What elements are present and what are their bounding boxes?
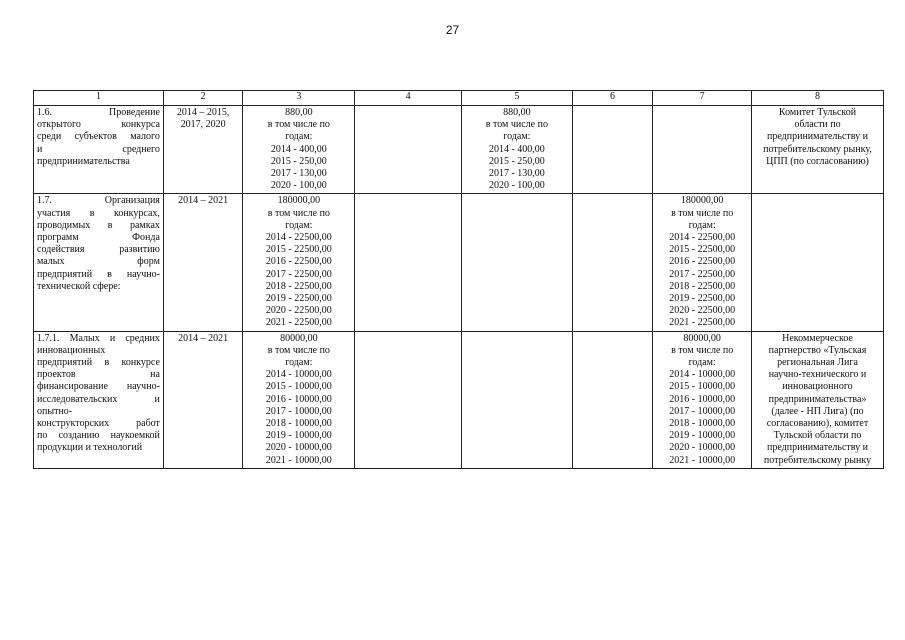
cell-line: годам: bbox=[285, 219, 313, 231]
cell-line: 880,00 bbox=[285, 107, 313, 118]
cell-line: 2020 - 10000,00 bbox=[669, 442, 736, 454]
col-5-cell bbox=[461, 106, 572, 194]
cell-line: 2018 - 10000,00 bbox=[669, 418, 736, 430]
measure-name-line: 1.6. Проведение bbox=[37, 107, 160, 118]
cell-line: 2021 - 22500,00 bbox=[265, 317, 332, 329]
cell-line: 180000,00 bbox=[680, 195, 724, 207]
cell-line: потребительскому рынку, bbox=[763, 143, 872, 155]
cell-line: ЦПП (по согласованию) bbox=[766, 155, 869, 167]
total-funding-cell bbox=[243, 194, 355, 331]
cell-line: 2021 - 10000,00 bbox=[265, 454, 332, 466]
cell-line: 2014 - 400,00 bbox=[270, 143, 327, 155]
cell-line: Тульской области по bbox=[773, 430, 862, 442]
measure-name-line: проводимых в рамках bbox=[37, 219, 160, 231]
header-col-7: 7 bbox=[653, 91, 752, 106]
cell-line: инновационного bbox=[782, 381, 853, 393]
cell-line: 2017 - 10000,00 bbox=[265, 405, 332, 417]
cell-line: предпринимательству и bbox=[767, 442, 868, 454]
cell-line: 2014 - 22500,00 bbox=[265, 232, 332, 244]
measure-name-line: конструкторских работ bbox=[37, 418, 160, 430]
total-funding-cell bbox=[243, 106, 355, 194]
cell-line: 2015 - 250,00 bbox=[488, 155, 545, 167]
measure-name-line: предприятий в конкурсе bbox=[37, 357, 160, 369]
total-funding-cell bbox=[243, 331, 355, 468]
col-5-cell bbox=[461, 194, 572, 331]
cell-line: 2015 - 22500,00 bbox=[669, 244, 736, 256]
cell-line: 2014 - 400,00 bbox=[488, 143, 545, 155]
col-7-cell bbox=[653, 106, 752, 194]
cell-line: в том числе по bbox=[671, 207, 734, 219]
measure-name-line: программ Фонда bbox=[37, 232, 160, 244]
cell-line: 2020 - 100,00 bbox=[270, 180, 327, 192]
header-col-2: 2 bbox=[163, 91, 243, 106]
cell-line: 180000,00 bbox=[277, 195, 321, 207]
table-row bbox=[34, 194, 884, 331]
measure-name-line: инновационных bbox=[37, 344, 106, 356]
measure-name-line: участия в конкурсах, bbox=[37, 207, 160, 219]
table-row bbox=[34, 331, 884, 468]
measure-name-line: открытого конкурса bbox=[37, 119, 160, 131]
col-5-cell bbox=[461, 331, 572, 468]
col-4-cell bbox=[355, 194, 462, 331]
cell-line: 2021 - 22500,00 bbox=[669, 317, 736, 329]
cell-line: 80000,00 bbox=[683, 332, 721, 344]
cell-line: 2021 - 10000,00 bbox=[669, 454, 736, 466]
table-body bbox=[34, 106, 884, 469]
cell-line: 2017 - 130,00 bbox=[488, 168, 545, 180]
cell-line: Комитет Тульской bbox=[778, 107, 857, 118]
cell-line: 2017 - 130,00 bbox=[270, 168, 327, 180]
cell-line: области по bbox=[794, 119, 841, 131]
measure-name-line: по созданию наукоемкой bbox=[37, 430, 160, 442]
cell-line: партнерство «Тульская bbox=[768, 344, 867, 356]
header-col-8: 8 bbox=[752, 91, 884, 106]
cell-line: 2015 - 10000,00 bbox=[265, 381, 332, 393]
cell-line: 2016 - 22500,00 bbox=[669, 256, 736, 268]
header-col-5: 5 bbox=[461, 91, 572, 106]
header-col-1: 1 bbox=[34, 91, 164, 106]
page-number: 27 bbox=[445, 23, 460, 37]
cell-line: в том числе по bbox=[267, 119, 330, 131]
col-4-cell bbox=[355, 106, 462, 194]
cell-line: 2020 - 10000,00 bbox=[265, 442, 332, 454]
cell-line: 2017 - 22500,00 bbox=[265, 268, 332, 280]
program-measures-table bbox=[33, 90, 884, 469]
col-7-cell bbox=[653, 194, 752, 331]
header-col-3: 3 bbox=[243, 91, 355, 106]
cell-line: 2018 - 22500,00 bbox=[265, 280, 332, 292]
measure-name-line: исследовательских и bbox=[37, 393, 160, 405]
col-6-cell bbox=[572, 331, 653, 468]
cell-line: научно-технического и bbox=[768, 369, 867, 381]
measure-name-line: малых форм bbox=[37, 256, 160, 268]
cell-line: 2017 - 22500,00 bbox=[669, 268, 736, 280]
cell-line: 2018 - 10000,00 bbox=[265, 418, 332, 430]
cell-line: 2019 - 10000,00 bbox=[669, 430, 736, 442]
cell-line: 2016 - 10000,00 bbox=[669, 393, 736, 405]
measure-name-last-line: продукции и технологий bbox=[37, 442, 143, 454]
measure-name-line: 1.7.1. Малых и средних bbox=[37, 332, 160, 344]
measure-name-cell bbox=[34, 194, 164, 331]
measure-name-line: финансирование научно- bbox=[37, 381, 160, 393]
table-row bbox=[34, 106, 884, 194]
cell-line: годам: bbox=[285, 131, 313, 143]
cell-line: предпринимательства» bbox=[768, 393, 867, 405]
cell-line: согласованию), комитет bbox=[766, 418, 869, 430]
cell-line: 2015 - 10000,00 bbox=[669, 381, 736, 393]
cell-line: (далее - НП Лига) (по bbox=[771, 405, 864, 417]
responsible-cell bbox=[752, 106, 884, 194]
cell-line: Некоммерческое bbox=[782, 332, 853, 344]
period-cell bbox=[163, 194, 243, 331]
cell-line: 2016 - 10000,00 bbox=[265, 393, 332, 405]
cell-line: 2019 - 22500,00 bbox=[265, 293, 332, 305]
cell-line: 2014 – 2015, bbox=[176, 107, 230, 118]
measure-name-line: среди субъектов малого bbox=[37, 131, 160, 143]
cell-line: годам: bbox=[688, 219, 716, 231]
header-col-4: 4 bbox=[355, 91, 462, 106]
header-col-6: 6 bbox=[572, 91, 653, 106]
measure-name-cell bbox=[34, 331, 164, 468]
measure-name-line: и среднего bbox=[37, 143, 160, 155]
col-7-cell bbox=[653, 331, 752, 468]
cell-line: в том числе по bbox=[485, 119, 548, 131]
table-header-row bbox=[34, 91, 884, 106]
cell-line: 2018 - 22500,00 bbox=[669, 280, 736, 292]
cell-line: 2019 - 22500,00 bbox=[669, 293, 736, 305]
cell-line: региональная Лига bbox=[777, 357, 858, 369]
measure-name-last-line: предприятий в научно-технической сфере: bbox=[37, 268, 160, 292]
measure-name-line: содействия развитию bbox=[37, 244, 160, 256]
cell-line: 2020 - 22500,00 bbox=[265, 305, 332, 317]
measure-name-line: проектов на bbox=[37, 369, 160, 381]
col-6-cell bbox=[572, 194, 653, 331]
cell-line: потребительскому рынку bbox=[763, 454, 872, 466]
cell-line: 80000,00 bbox=[280, 332, 318, 344]
cell-line: годам: bbox=[688, 357, 716, 369]
cell-line: 2020 - 22500,00 bbox=[669, 305, 736, 317]
cell-line: 2020 - 100,00 bbox=[488, 180, 545, 192]
cell-line: 2014 – 2021 bbox=[178, 195, 229, 207]
cell-line: 2017, 2020 bbox=[180, 119, 226, 131]
col-4-cell bbox=[355, 331, 462, 468]
measure-name-line: опытно- bbox=[37, 405, 73, 417]
cell-line: годам: bbox=[285, 357, 313, 369]
cell-line: 2014 - 22500,00 bbox=[669, 232, 736, 244]
cell-line: годам: bbox=[503, 131, 531, 143]
cell-line: 2017 - 10000,00 bbox=[669, 405, 736, 417]
cell-line: в том числе по bbox=[267, 207, 330, 219]
cell-line: в том числе по bbox=[267, 344, 330, 356]
measure-name-cell bbox=[34, 106, 164, 194]
period-cell bbox=[163, 106, 243, 194]
cell-line: 2015 - 22500,00 bbox=[265, 244, 332, 256]
measure-name-last-line: предпринимательства bbox=[37, 155, 130, 167]
cell-line: 880,00 bbox=[503, 107, 531, 118]
cell-line: 2015 - 250,00 bbox=[270, 155, 327, 167]
cell-line: 2014 – 2021 bbox=[178, 332, 229, 344]
responsible-cell bbox=[752, 194, 884, 331]
measure-name-line: 1.7. Организация bbox=[37, 195, 160, 207]
cell-line: 2014 - 10000,00 bbox=[669, 369, 736, 381]
cell-line: 2016 - 22500,00 bbox=[265, 256, 332, 268]
cell-line: 2019 - 10000,00 bbox=[265, 430, 332, 442]
cell-line: предпринимательству и bbox=[767, 131, 868, 143]
cell-line: 2014 - 10000,00 bbox=[265, 369, 332, 381]
responsible-cell bbox=[752, 331, 884, 468]
col-6-cell bbox=[572, 106, 653, 194]
period-cell bbox=[163, 331, 243, 468]
cell-line: в том числе по bbox=[671, 344, 734, 356]
